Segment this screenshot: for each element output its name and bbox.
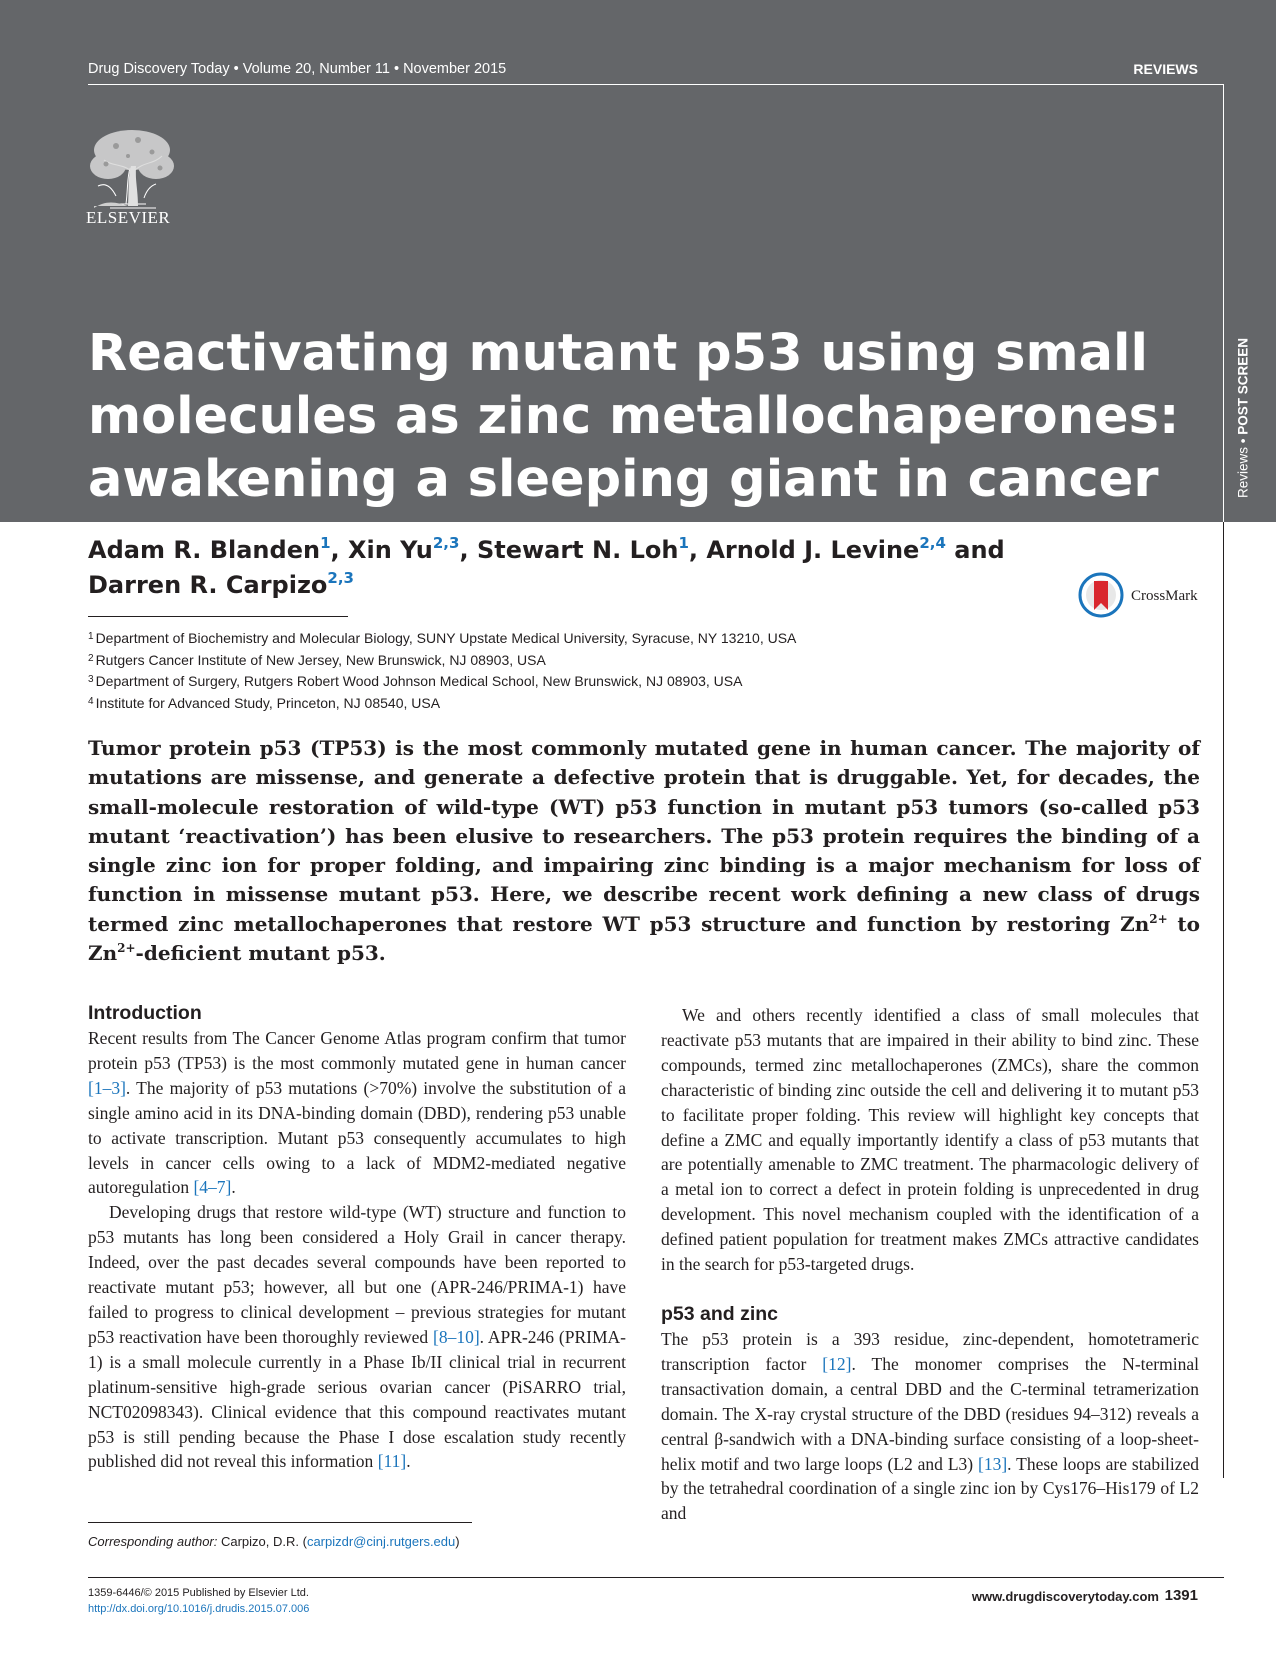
paragraph-text: . APR-246 (PRIMA-1) is a small molecule currently in a Phase Ib/II clinical trial in recurrent platinum-sensitive high-grade serious ovarian cancer (PiSARRO trial, NCT02098343). Clinical evidence that this compound reactivates mutant p53 is still pending because the Phase I dose escalation study recently published did not reveal this information <box>88 1326 626 1472</box>
author-list <box>88 533 1048 603</box>
website-link[interactable]: www.drugdiscoverytoday.com <box>971 1589 1159 1604</box>
section-tag: REVIEWS <box>1133 61 1198 77</box>
author-affiliation-mark[interactable]: 2,3 <box>327 569 354 587</box>
affiliation <box>88 649 796 671</box>
right-column <box>661 1003 1199 1526</box>
article-title: Reactivating mutant p53 using small molecules as zinc metallochaperones: awakening a sleeping giant in cancer <box>88 324 1180 509</box>
author-separator: and <box>945 536 1005 564</box>
author-affiliation-mark[interactable]: 2,3 <box>432 534 460 552</box>
frame-rule <box>88 84 1224 85</box>
corresponding-author-close: ) <box>455 1534 460 1549</box>
footnote-rule <box>88 1522 472 1523</box>
author-name: Adam R. Blanden <box>88 536 321 564</box>
author-separator: , <box>688 536 707 564</box>
abstract-superscript: 2+ <box>1149 911 1168 926</box>
author-name: Xin Yu <box>347 536 433 564</box>
affiliation <box>88 692 796 714</box>
side-tab <box>1228 334 1258 502</box>
citation-link[interactable]: [4–7] <box>193 1177 232 1198</box>
paragraph-text: . The majority of p53 mutations (>70%) involve the substitution of a single amino acid in its DNA-binding domain (DBD), rendering p53 unable to activate transcription. Mutant p53 consequently accumulates to high levels in cancer cells owing to a lack of MDM2-mediated negative autoregulation <box>88 1077 626 1198</box>
section-heading-p53-and-zinc: p53 and zinc <box>661 1302 779 1325</box>
paragraph-text: . The monomer comprises the N-terminal transactivation domain, a central DBD and the C-terminal tetramerization domain. The X-ray crystal structure of the DBD (residues 94–312) reveals a central β-sandwich with a DNA-binding surface consisting of a loop-sheet-helix motif and two large loops (L2 and L3) <box>661 1353 1199 1474</box>
abstract-text: to Zn <box>88 911 1200 966</box>
crossmark-icon[interactable] <box>1078 572 1124 618</box>
citation-link[interactable]: [12] <box>822 1353 852 1374</box>
affiliation <box>88 627 796 649</box>
affiliation-text: Department of Biochemistry and Molecular Biology, SUNY Upstate Medical University, Syracuse, NY 13210, USA <box>95 630 797 646</box>
frame-vertical-rule-top <box>1223 84 1224 522</box>
affiliation-text: Rutgers Cancer Institute of New Jersey, New Brunswick, NJ 08903, USA <box>95 651 546 668</box>
issn-copyright: 1359-6446/© 2015 Published by Elsevier Ltd. <box>88 1587 309 1599</box>
abstract-text: Tumor protein p53 (TP53) is the most commonly mutated gene in human cancer. The majority of mutations are missense, and generate a defective protein that is druggable. Yet, for decades, the small-molecule restoration of wild-type (WT) p53 function in mutant p53 tumors (so-called p53 mutant ‘reactivation’) has been elusive to researchers. The p53 protein requires the binding of a single zinc ion for proper folding, and impairing zinc binding is a major mechanism for loss of function in missense mutant p53. Here, we describe recent work defining a new class of drugs termed zinc metallochaperones that restore WT p53 structure and function by restoring Zn <box>88 736 1200 936</box>
paragraph <box>88 1026 626 1200</box>
affiliation-number: 2 <box>88 652 94 664</box>
paragraph-text: The p53 protein is a 393 residue, zinc-dependent, homotetrameric transcription factor <box>661 1328 1199 1374</box>
paragraph: We and others recently identified a class of small molecules that reactivate p53 mutants that are impaired in their ability to bind zinc. These compounds, termed zinc metallochaperones (ZMCs), share the common characteristic of binding zinc outside the cell and delivering it to mutant p53 to facilitate proper folding. This review will highlight key concepts that define a ZMC and equally importantly identify a class of p53 mutants that are potentially amenable to ZMC treatment. The pharmacologic delivery of a metal ion to correct a defect in protein folding is unprecedented in drug development. This novel mechanism coupled with the identification of a defined patient population for treatment makes ZMCs attractive candidates in the search for p53-targeted drugs. <box>661 1005 1199 1275</box>
affiliation-number: 1 <box>88 631 94 642</box>
abstract <box>88 734 1200 968</box>
corresponding-author <box>88 1534 460 1549</box>
crossmark-label[interactable]: CrossMark <box>1131 588 1198 604</box>
citation-link[interactable]: [11] <box>377 1451 407 1472</box>
author-rule <box>88 616 348 617</box>
affiliation-number: 4 <box>88 695 94 707</box>
author-name: Arnold J. Levine <box>706 536 920 564</box>
paragraph-text: Recent results from The Cancer Genome Atlas program confirm that tumor protein p53 (TP53) is the most commonly mutated gene in human cancer <box>88 1028 626 1073</box>
citation-link[interactable]: [8–10] <box>433 1326 480 1347</box>
paragraph-text: Developing drugs that restore wild-type (WT) structure and function to p53 mutants has long been considered a Holy Grail in cancer therapy. Indeed, over the past decades several compounds have been reported to reactivate mutant p53; however, all but one (APR-246/PRIMA-1) have failed to progress to clinical development – previous strategies for mutant p53 reactivation have been thoroughly reviewed <box>88 1202 626 1347</box>
paragraph-text: . <box>406 1451 411 1472</box>
citation-link[interactable]: [1–3] <box>88 1077 126 1098</box>
affiliation-text: Department of Surgery, Rutgers Robert Wood Johnson Medical School, New Brunswick, NJ 08903, USA <box>95 673 743 689</box>
side-tab-bold: POST SCREEN <box>1235 337 1251 435</box>
copyright-block <box>88 1585 309 1617</box>
side-tab-prefix: Reviews • <box>1235 438 1251 499</box>
author-affiliation-mark[interactable]: 1 <box>678 534 689 552</box>
abstract-superscript: 2+ <box>117 941 136 956</box>
section-spacer <box>661 1277 1199 1301</box>
doi-link[interactable]: http://dx.doi.org/10.1016/j.drudis.2015.07.006 <box>88 1603 310 1615</box>
affiliation-text: Institute for Advanced Study, Princeton, NJ 08540, USA <box>95 694 441 711</box>
author-name: Stewart N. Loh <box>476 536 679 564</box>
author-separator: , <box>330 536 348 564</box>
author-name: Darren R. Carpizo <box>88 571 328 599</box>
affiliation <box>88 670 796 692</box>
publisher-name: ELSEVIER <box>86 208 171 227</box>
affiliation-list <box>88 627 796 713</box>
running-head: Drug Discovery Today • Volume 20, Number 11 • November 2015 <box>88 61 507 77</box>
author-separator: , <box>459 536 477 564</box>
paragraph <box>661 1327 1199 1526</box>
author-affiliation-mark[interactable]: 1 <box>320 534 331 552</box>
email-link[interactable]: carpizdr@cinj.rutgers.edu <box>306 1534 456 1549</box>
abstract-text: -deficient mutant p53. <box>135 941 386 966</box>
paragraph <box>88 1200 626 1474</box>
page-number: 1391 <box>1164 1587 1198 1604</box>
corresponding-author-label: Corresponding author: <box>88 1534 218 1549</box>
paragraph-text: . These loops are stabilized by the tetrahedral coordination of a single zinc ion by Cys176–His179 of L2 and <box>661 1453 1199 1524</box>
section-heading-introduction: Introduction <box>88 1002 202 1024</box>
paragraph-text: . <box>231 1177 236 1198</box>
affiliation-number: 3 <box>88 674 94 685</box>
citation-link[interactable]: [13] <box>978 1453 1008 1474</box>
corresponding-author-name: Carpizo, D.R. ( <box>217 1534 307 1549</box>
left-column <box>88 1000 626 1474</box>
footer-rule <box>88 1577 1224 1578</box>
author-affiliation-mark[interactable]: 2,4 <box>919 534 946 552</box>
